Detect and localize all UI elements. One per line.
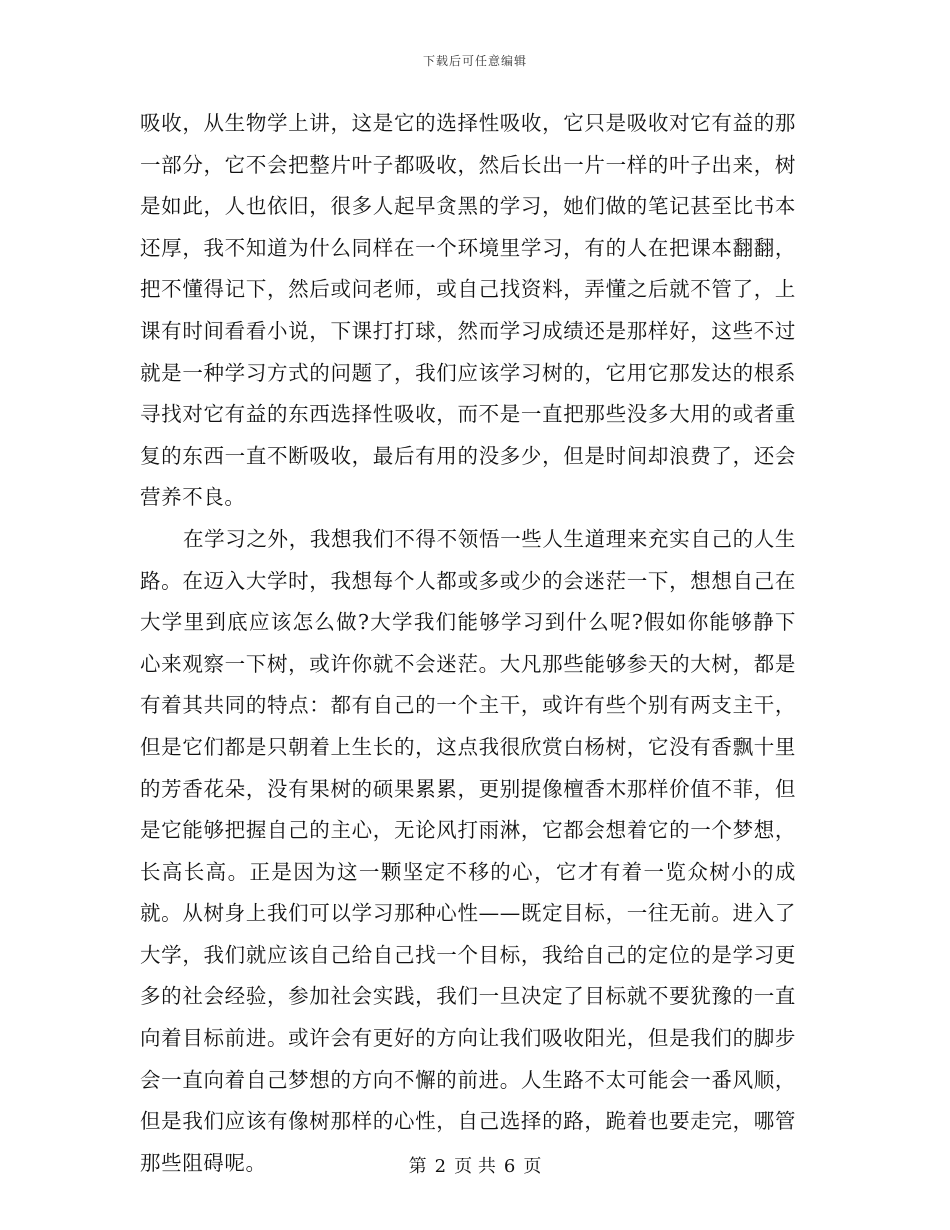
paragraph-1: 吸收，从生物学上讲，这是它的选择性吸收，它只是吸收对它有益的那一部分，它不会把整片叶子都吸收，然后长出一片一样的叶子出来，树是如此，人也依旧，很多人起早贪黑的学习，她们做的笔记甚至比书本还厚，我不知道为什么同样在一个环境里学习，有的人在把课本翻翻，把不懂得记下，然后或问老师，或自己找资料，弄懂之后就不管了，上课有时间看看小说，下课打打球，然而学习成绩还是那样好，这些不过就是一种学习方式的问题了，我们应该学习树的，它用它那发达的根系寻找对它有益的东西选择性吸收，而不是一直把那些没多大用的或者重复的东西一直不断吸收，最后有用的没多少，但是时间却浪费了，还会营养不良。 [140, 111, 796, 510]
footer-suffix: 页 [523, 1156, 542, 1177]
page-footer [0, 1152, 950, 1178]
footer-prefix: 第 [408, 1156, 427, 1177]
page-header: 下载后可任意编辑 [422, 54, 527, 68]
current-page-number: 2 [434, 1156, 447, 1177]
footer-middle: 页 共 [454, 1156, 496, 1177]
paragraph-2: 在学习之外，我想我们不得不领悟一些人生道理来充实自己的人生路。在迈入大学时，我想每个人都或多或少的会迷茫一下，想想自己在大学里到底应该怎么做?大学我们能够学习到什么呢?假如你能够静下心来观察一下树，或许你就不会迷茫。大凡那些能够参天的大树，都是有着其共同的特点：都有自己的一个主干，或许有些个别有两支主干，但是它们都是只朝着上生长的，这点我很欣赏白杨树，它没有香飘十里的芳香花朵，没有果树的硕果累累，更别提像檀香木那样价值不菲，但是它能够把握自己的主心，无论风打雨淋，它都会想着它的一个梦想，长高长高。正是因为这一颗坚定不移的心，它才有着一览众树小的成就。从树身上我们可以学习那种心性——既定目标，一往无前。进入了大学，我们就应该自己给自己找一个目标，我给自己的定位的是学习更多的社会经验，参加社会实践，我们一旦决定了目标就不要犹豫的一直向着目标前进。或许会有更好的方向让我们吸收阳光，但是我们的脚步会一直向着自己梦想的方向不懈的前进。人生路不太可能会一番风顺，但是我们应该有像树那样的心性，自己选择的路，跪着也要走完，哪管那些阻碍呢。 [140, 526, 796, 1175]
total-page-count: 6 [503, 1156, 516, 1177]
document-body [140, 103, 796, 1184]
